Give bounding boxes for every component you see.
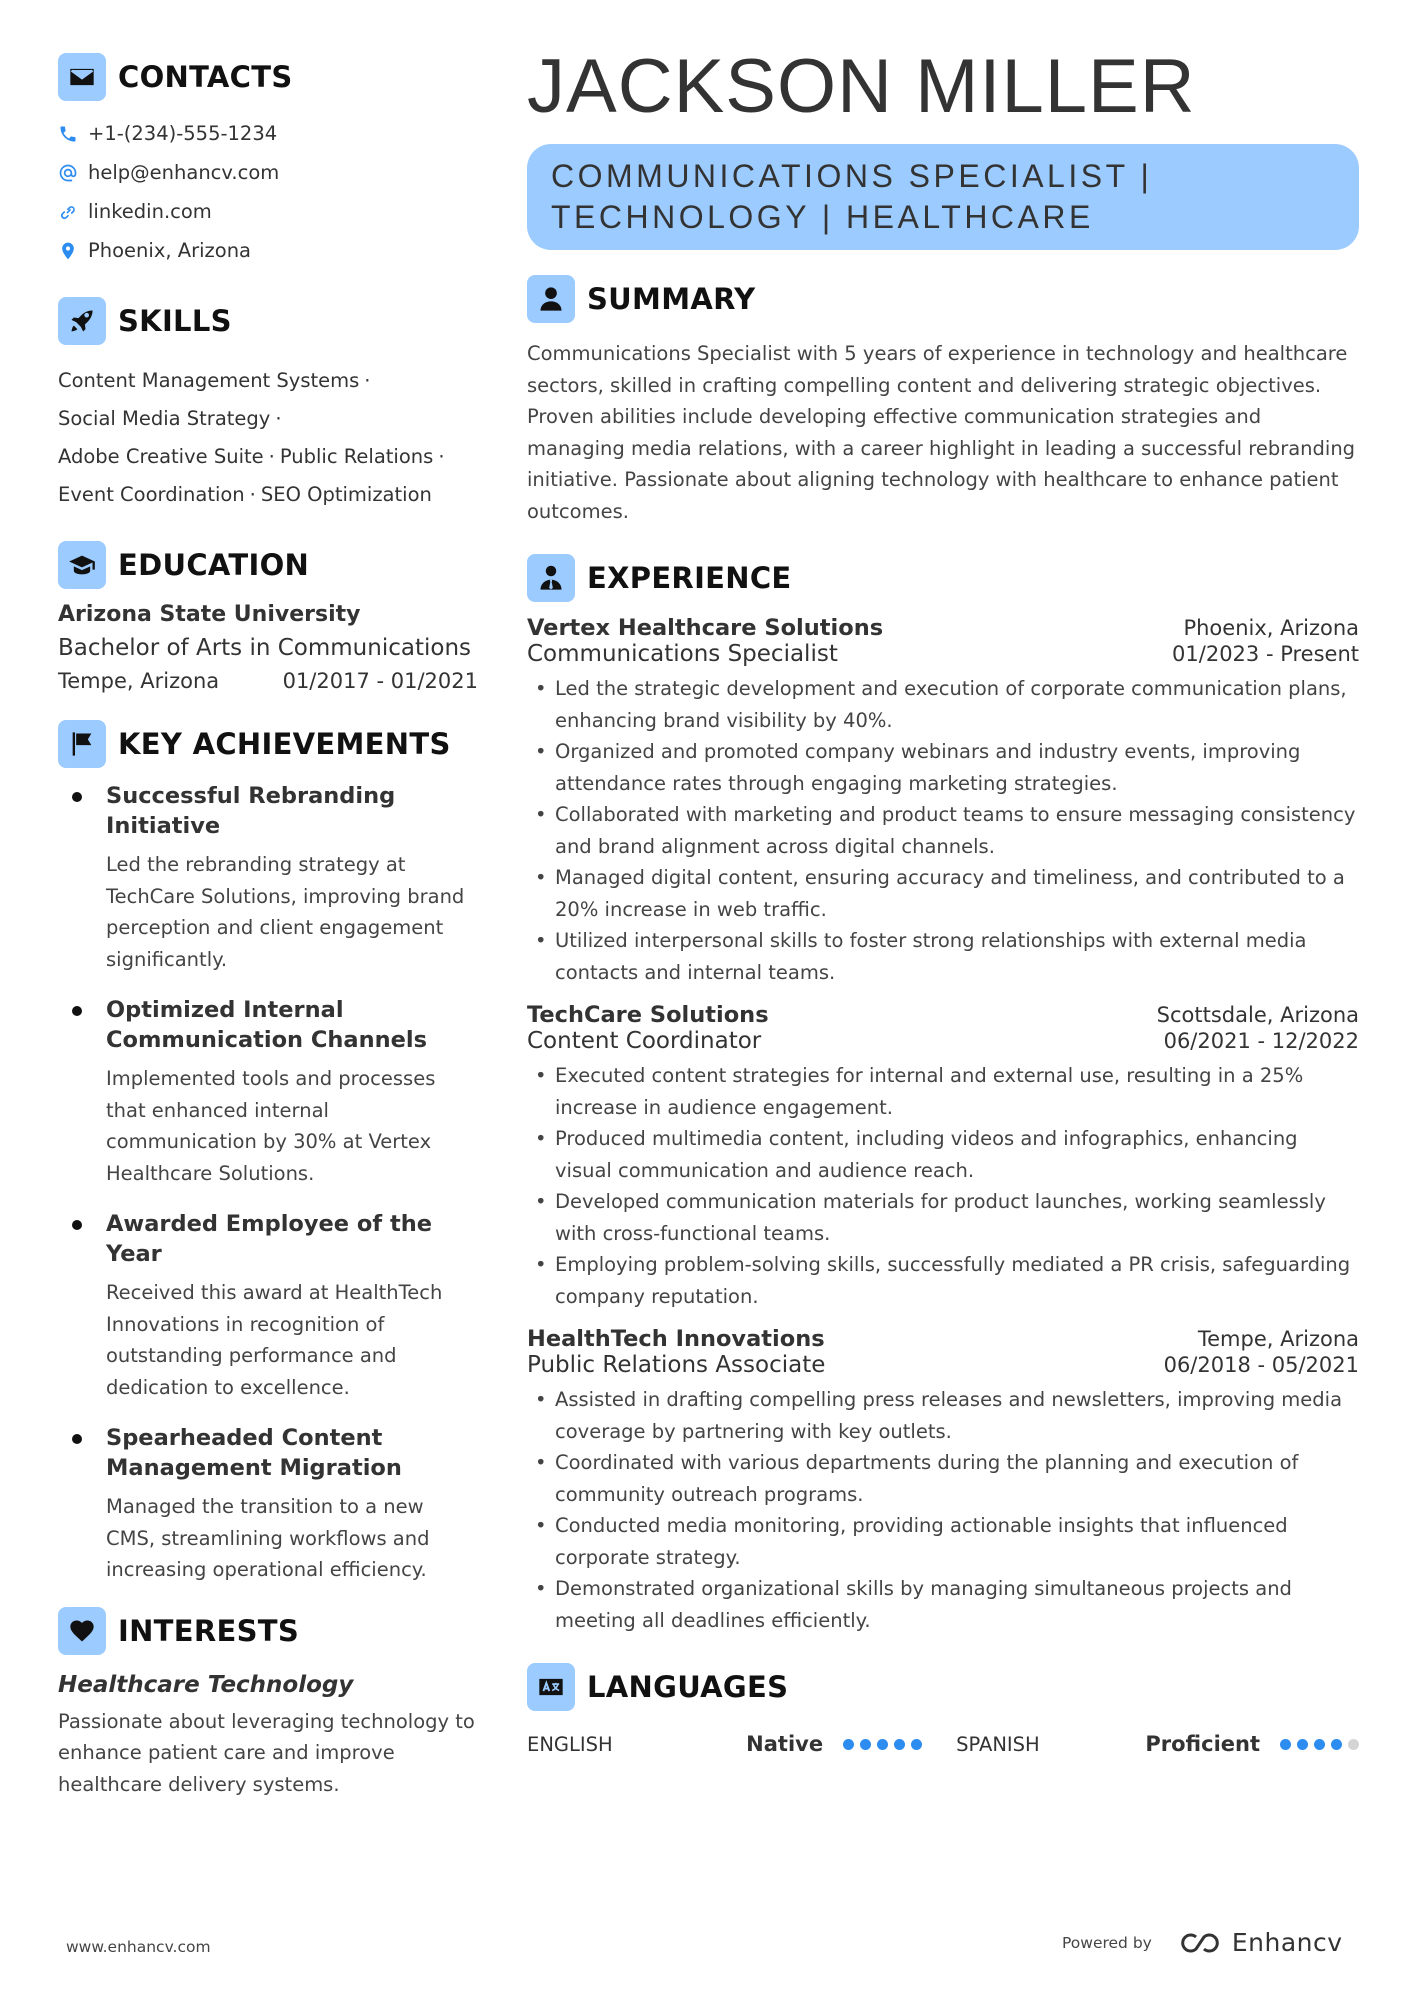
- proficiency-dot-filled: [1314, 1739, 1325, 1750]
- contact-linkedin-text: linkedin.com: [88, 200, 212, 223]
- proficiency-dot-filled: [894, 1739, 905, 1750]
- job-dates: 06/2018 - 05/2021: [1163, 1353, 1359, 1377]
- job-role: Public Relations Associate: [527, 1352, 826, 1378]
- achievements-title: KEY ACHIEVEMENTS: [118, 727, 451, 761]
- job-location: Tempe, Arizona: [1197, 1327, 1359, 1351]
- job-role: Communications Specialist: [527, 641, 838, 667]
- job-location: Scottsdale, Arizona: [1156, 1003, 1359, 1027]
- contact-linkedin[interactable]: [58, 192, 478, 231]
- achievement-item: [58, 1209, 478, 1403]
- contacts-title: CONTACTS: [118, 60, 293, 94]
- heart-icon: [58, 1607, 106, 1655]
- job-bullets: [527, 1060, 1359, 1312]
- achievement-item: [58, 995, 478, 1189]
- skill-item: Public Relations: [279, 445, 434, 468]
- interest-title: Healthcare Technology: [58, 1671, 354, 1698]
- achievements-heading: [58, 719, 478, 769]
- skills-list: Content Management Systems · Social Media Strategy · Adobe Creative Suite · Public Relations · Event Coordination · SEO Optimization: [58, 369, 445, 506]
- job-bullet: • Organized and promoted company webinars and industry events, improving attendance rates through engaging marketing strategies.: [527, 736, 1359, 799]
- headline-line-1: COMMUNICATIONS SPECIALIST |: [551, 158, 1153, 194]
- job-bullet: • Produced multimedia content, including videos and infographics, enhancing visual communication and audience reach.: [527, 1123, 1359, 1186]
- flag-icon: [58, 720, 106, 768]
- job-bullet: • Collaborated with marketing and product teams to ensure messaging consistency and brand alignment across digital channels.: [527, 799, 1359, 862]
- bullet-icon: [72, 1220, 82, 1230]
- job-dates: 06/2021 - 12/2022: [1163, 1029, 1359, 1053]
- job-entry: [527, 1326, 1359, 1636]
- languages-row: [527, 1732, 1359, 1756]
- achievement-item: [58, 1423, 478, 1586]
- contact-email-text: help@enhancv.com: [88, 161, 280, 184]
- education-meta: [58, 669, 478, 693]
- skill-item: SEO Optimization: [260, 483, 432, 506]
- headline-pill: [527, 144, 1359, 250]
- education-dates: 01/2017 - 01/2021: [282, 669, 478, 693]
- proficiency-dot-filled: [1331, 1739, 1342, 1750]
- job-bullet: • Led the strategic development and execution of corporate communication plans, enhancing brand visibility by 40%.: [527, 673, 1359, 736]
- skill-item: Social Media Strategy: [58, 407, 271, 430]
- job-company: HealthTech Innovations: [527, 1326, 825, 1352]
- brand-name: Enhancv: [1231, 1928, 1343, 1957]
- phone-icon: [58, 124, 78, 144]
- contacts-heading: [58, 52, 478, 102]
- user-icon: [527, 275, 575, 323]
- job-bullet: • Demonstrated organizational skills by managing simultaneous projects and meeting all deadlines efficiently.: [527, 1573, 1359, 1636]
- achievement-item: [58, 781, 478, 975]
- bullet-icon: [72, 1434, 82, 1444]
- candidate-name: JACKSON MILLER: [527, 44, 1196, 129]
- job-bullet: • Coordinated with various departments during the planning and execution of community outreach programs.: [527, 1447, 1359, 1510]
- language-proficiency-dots: [1280, 1739, 1359, 1750]
- contact-phone-text: +1-(234)-555-1234: [88, 122, 278, 145]
- contact-list: [58, 114, 478, 270]
- job-bullets: [527, 1384, 1359, 1636]
- job-bullet: • Developed communication materials for product launches, working seamlessly with cross-functional teams.: [527, 1186, 1359, 1249]
- bullet-icon: [72, 1006, 82, 1016]
- job-entry: [527, 1002, 1359, 1312]
- map-pin-icon: [58, 241, 78, 261]
- experience-title: EXPERIENCE: [587, 561, 792, 595]
- bullet-icon: [72, 792, 82, 802]
- proficiency-dot-filled: [843, 1739, 854, 1750]
- education-location: Tempe, Arizona: [58, 669, 220, 693]
- right-column: [527, 44, 1359, 1756]
- contact-location: [58, 231, 478, 270]
- proficiency-dot-filled: [877, 1739, 888, 1750]
- footer-branding: [1062, 1928, 1343, 1957]
- education-heading: [58, 540, 478, 590]
- powered-by-label: Powered by: [1062, 1933, 1152, 1952]
- language-level: Native: [746, 1732, 824, 1756]
- job-bullet: • Utilized interpersonal skills to foster strong relationships with external media contacts and internal teams.: [527, 925, 1359, 988]
- education-title: EDUCATION: [118, 548, 310, 582]
- achievement-title: Optimized Internal Communication Channels: [106, 997, 428, 1053]
- job-location: Phoenix, Arizona: [1183, 616, 1359, 640]
- job-dates: 01/2023 - Present: [1172, 642, 1359, 666]
- proficiency-dot-empty: [1348, 1739, 1359, 1750]
- job-role: Content Coordinator: [527, 1028, 762, 1054]
- job-bullet: • Employing problem-solving skills, successfully mediated a PR crisis, safeguarding company reputation.: [527, 1249, 1359, 1312]
- achievement-desc: Received this award at HealthTech Innovations in recognition of outstanding performance and dedication to excellence.: [106, 1281, 443, 1399]
- envelope-icon: [58, 53, 106, 101]
- education-school: Arizona State University: [58, 602, 361, 627]
- job-entry: [527, 615, 1359, 988]
- left-column: [58, 52, 478, 1800]
- achievement-desc: Led the rebranding strategy at TechCare Solutions, improving brand perception and client engagement significantly.: [106, 853, 465, 971]
- proficiency-dot-filled: [911, 1739, 922, 1750]
- link-icon: [58, 202, 78, 222]
- contact-email[interactable]: [58, 153, 478, 192]
- headline-line-2: TECHNOLOGY | HEALTHCARE: [551, 199, 1094, 235]
- proficiency-dot-filled: [1280, 1739, 1291, 1750]
- skill-item: Adobe Creative Suite: [58, 445, 264, 468]
- achievement-desc: Implemented tools and processes that enhanced internal communication by 30% at Vertex Healthcare Solutions.: [106, 1067, 436, 1185]
- skills-heading: [58, 296, 478, 346]
- enhancv-logo-icon: [1176, 1930, 1224, 1956]
- skills-title: SKILLS: [118, 304, 232, 338]
- language-name: ENGLISH: [527, 1732, 613, 1756]
- achievement-title: Successful Rebranding Initiative: [106, 783, 396, 839]
- job-bullets: [527, 673, 1359, 988]
- achievement-desc: Managed the transition to a new CMS, streamlining workflows and increasing operational efficiency.: [106, 1495, 430, 1581]
- contact-phone[interactable]: [58, 114, 478, 153]
- at-icon: [58, 163, 78, 183]
- skill-item: Content Management Systems: [58, 369, 360, 392]
- skill-item: Event Coordination: [58, 483, 245, 506]
- contact-location-text: Phoenix, Arizona: [88, 239, 252, 262]
- experience-heading: [527, 553, 1359, 603]
- language-proficiency-dots: [843, 1739, 922, 1750]
- language-level: Proficient: [1145, 1732, 1260, 1756]
- interests-title: INTERESTS: [118, 1613, 300, 1648]
- job-company: Vertex Healthcare Solutions: [527, 615, 884, 641]
- footer-website[interactable]: www.enhancv.com: [66, 1938, 211, 1956]
- achievement-title: Spearheaded Content Management Migration: [106, 1425, 402, 1481]
- achievements-list: [58, 781, 478, 1586]
- job-company: TechCare Solutions: [527, 1002, 769, 1028]
- language-icon: [527, 1663, 575, 1711]
- languages-title: LANGUAGES: [587, 1670, 789, 1704]
- rocket-icon: [58, 297, 106, 345]
- job-bullet: • Conducted media monitoring, providing actionable insights that influenced corporate strategy.: [527, 1510, 1359, 1573]
- achievement-title: Awarded Employee of the Year: [106, 1211, 433, 1267]
- education-degree: Bachelor of Arts in Communications: [58, 635, 472, 661]
- job-bullet: • Assisted in drafting compelling press releases and newsletters, improving media coverage by partnering with key outlets.: [527, 1384, 1359, 1447]
- languages-heading: [527, 1662, 1359, 1712]
- graduation-cap-icon: [58, 541, 106, 589]
- job-bullet: • Managed digital content, ensuring accuracy and timeliness, and contributed to a 20% increase in web traffic.: [527, 862, 1359, 925]
- proficiency-dot-filled: [860, 1739, 871, 1750]
- language-name: SPANISH: [956, 1732, 1040, 1756]
- interest-desc: Passionate about leveraging technology to enhance patient care and improve healthcare delivery systems.: [58, 1709, 475, 1796]
- summary-text: Communications Specialist with 5 years of experience in technology and healthcare sectors, skilled in crafting compelling content and delivering strategic objectives. Proven abilities include developing effective communication strategies and managing media relations, with a career highlight in leading a successful rebranding initiative. Passionate about aligning technology with healthcare to enhance patient outcomes.: [527, 342, 1356, 523]
- job-bullet: • Executed content strategies for internal and external use, resulting in a 25% increase in audience engagement.: [527, 1060, 1359, 1123]
- proficiency-dot-filled: [1297, 1739, 1308, 1750]
- user-tie-icon: [527, 554, 575, 602]
- interests-heading: [58, 1606, 478, 1656]
- summary-heading: [527, 274, 1359, 324]
- summary-title: SUMMARY: [587, 282, 756, 316]
